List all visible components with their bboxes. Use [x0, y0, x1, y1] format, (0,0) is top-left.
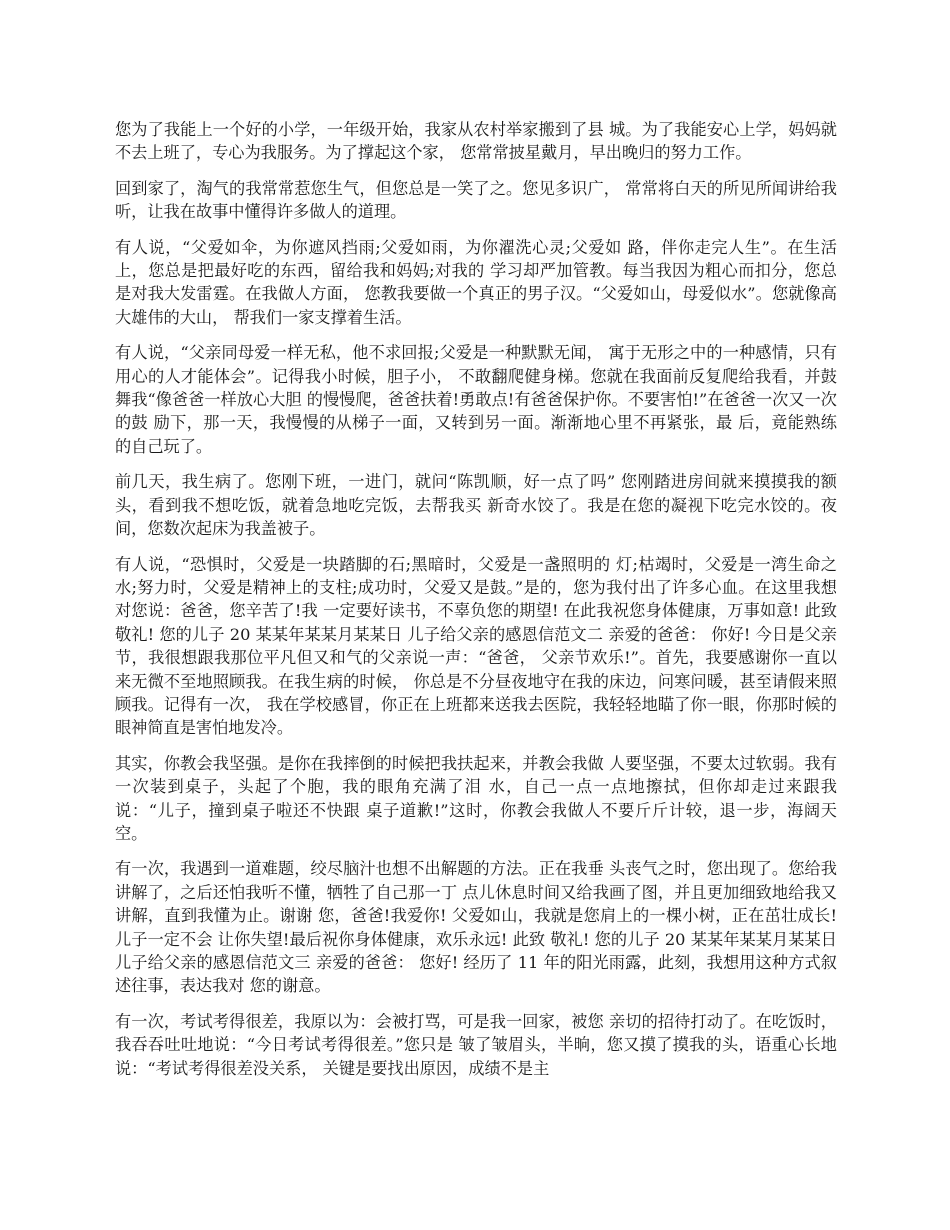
paragraph-3: 有人说，“父爱如伞，为你遮风挡雨;父爱如雨，为你濯洗心灵;父爱如 路，伴你走完人生”。在生活上，您总是把最好吃的东西，留给我和妈妈;对我的 学习却严加管教。每当我因为粗心而扣分，您总是对我大发雷霆。在我做人方面， 您教我要做一个真正的男子汉。“父爱如山，母爱似水”。您就像高大雄伟的大山， 帮我们一家支撑着生活。	[115, 237, 837, 327]
paragraph-2: 回到家了，淘气的我常常惹您生气，但您总是一笑了之。您见多识广， 常常将白天的所见所闻讲给我听，让我在故事中懂得许多做人的道理。	[115, 178, 837, 222]
paragraph-4: 有人说，“父亲同母爱一样无私，他不求回报;父爱是一种默默无闻， 寓于无形之中的一种感情，只有用心的人才能体会”。记得我小时候，胆子小， 不敢翻爬健身梯。您就在我面前反复爬给我看，并鼓舞我“像爸爸一样放心大胆 的慢慢爬，爸爸扶着!勇敢点!有爸爸保护你。不要害怕!”在爸爸一次又一次的鼓 励下，那一天，我慢慢的从梯子一面，又转到另一面。渐渐地心里不再紧张，最 后，竟能熟练的自己玩了。	[115, 343, 837, 456]
document-body	[115, 118, 837, 1092]
paragraph-8: 有一次，我遇到一道难题，绞尽脑汁也想不出解题的方法。正在我垂 头丧气之时，您出现了。您给我讲解了，之后还怕我听不懂，牺牲了自己那一丁 点儿休息时间又给我画了图，并且更加细致地给我又讲解，直到我懂为止。谢谢 您，爸爸!我爱你! 父爱如山，我就是您肩上的一棵小树，正在茁壮成长!儿子一定不会 让你失望!最后祝你身体健康，欢乐永远! 此致 敬礼! 您的儿子 20 某某年某某月某某日 儿子给父亲的感恩信范文三 亲爱的爸爸： 您好! 经历了 11 年的阳光雨露，此刻，我想用这种方式叙述往事，表达我对 您的谢意。	[115, 859, 837, 996]
paragraph-1: 您为了我能上一个好的小学，一年级开始，我家从农村举家搬到了县 城。为了我能安心上学，妈妈就不去上班了，专心为我服务。为了撑起这个家， 您常常披星戴月，早出晚归的努力工作。	[115, 120, 837, 163]
paragraph-5: 前几天，我生病了。您刚下班，一进门，就问“陈凯顺，好一点了吗” 您刚踏进房间就来摸摸我的额头，看到我不想吃饭，就着急地吃完饭，去帮我买 新奇水饺了。我是在您的凝视下吃完水饺的。夜间，您数次起床为我盖被子。	[115, 472, 837, 539]
paragraph-6: 有人说，“恐惧时，父爱是一块踏脚的石;黑暗时，父爱是一盏照明的 灯;枯竭时，父爱是一湾生命之水;努力时，父爱是精神上的支柱;成功时，父爱又是鼓。”是的，您为我付出了许多心血。在这里我想对您说：爸爸，您辛苦了!我 一定要好读书，不辜负您的期望! 在此我祝您身体健康，万事如意! 此致 敬礼! 您的儿子 20 某某年某某月某某日 儿子给父亲的感恩信范文二 亲爱的爸爸： 你好! 今日是父亲节，我很想跟我那位平凡但又和气的父亲说一声：“爸爸， 父亲节欢乐!”。首先，我要感谢你一直以来无微不至地照顾我。在我生病的时候， 你总是不分昼夜地守在我的床边，问寒问暖，甚至请假来照顾我。记得有一次， 我在学校感冒，你正在上班都来送我去医院，我轻轻地瞄了你一眼，你那时候的 眼神简直是害怕地发冷。	[115, 554, 837, 738]
paragraph-9: 有一次，考试考得很差，我原以为：会被打骂，可是我一回家，被您 亲切的招待打动了。在吃饭时，我吞吞吐吐地说：“今日考试考得很差。”您只是 皱了皱眉头，半晌，您又摸了摸我的头，语重心长地说：“考试考得很差没关系， 关键是要找出原因，成绩不是主	[115, 1011, 837, 1078]
paragraph-7: 其实，你教会我坚强。是你在我摔倒的时候把我扶起来，并教会我做 人要坚强，不要太过软弱。我有一次装到桌子，头起了个胞，我的眼角充满了泪 水，自己一点一点地擦拭，但你却走过来跟我说：“儿子，撞到桌子啦还不快跟 桌子道歉!”这时，你教会我做人不要斤斤计较，退一步，海阔天空。	[115, 753, 837, 843]
